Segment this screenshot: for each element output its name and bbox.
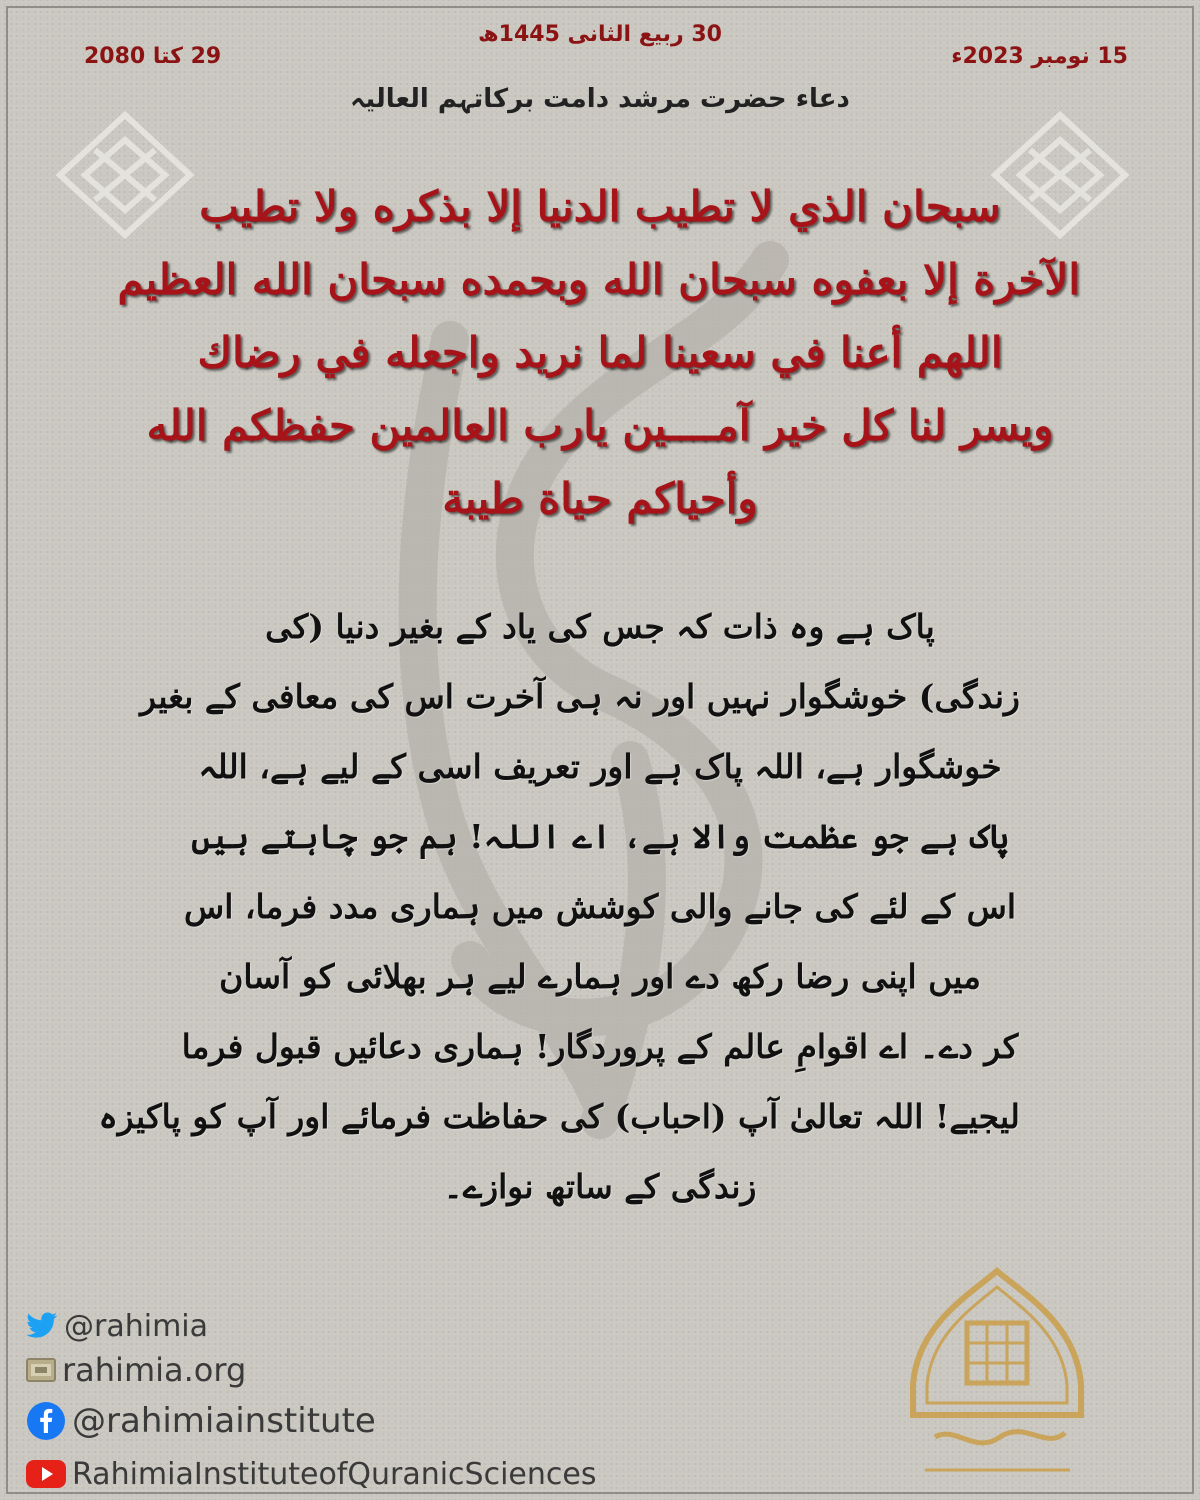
website-link[interactable] <box>26 1347 596 1393</box>
youtube-link[interactable] <box>26 1449 596 1499</box>
page-heading: دعاء حضرت مرشد دامت برکاتہم العالیہ <box>350 84 850 114</box>
gregorian-date: 15 نومبر 2023ء <box>951 44 1128 69</box>
arabic-dua-line: سبحان الذي لا تطيب الدنيا إلا بذكره ولا تطيب <box>199 182 1001 231</box>
reference-number: 29 کتا 2080 <box>84 44 222 69</box>
urdu-translation-line: کر دے۔ اے اقوامِ عالم کے پروردگار! ہماری دعائیں قبول فرما <box>181 1027 1019 1066</box>
twitter-icon <box>26 1312 58 1340</box>
arabic-dua-line: ويسر لنا كل خير آمــــين يارب العالمين حفظكم الله <box>146 401 1054 450</box>
arabic-dua-line: الآخرة إلا بعفوه سبحان الله وبحمده سبحان الله العظيم <box>117 255 1080 304</box>
facebook-link[interactable] <box>26 1393 596 1449</box>
arabic-dua-line: وأحياكم حياة طيبة <box>442 474 758 523</box>
urdu-translation <box>98 592 1020 1222</box>
facebook-handle: @rahimiainstitute <box>72 1401 376 1441</box>
urdu-translation-line: خوشگوار ہے، اللہ پاک ہے اور تعریف اسی کے لیے ہے، اللہ <box>198 747 1002 786</box>
twitter-handle: @rahimia <box>64 1308 209 1344</box>
rahimia-logo <box>905 1265 1090 1490</box>
youtube-icon <box>26 1460 66 1488</box>
arabic-dua <box>117 170 1080 535</box>
social-links <box>26 1305 596 1499</box>
urdu-translation-line: اس کے لئے کی جانے والی کوشش میں ہماری مدد فرما، اس <box>183 887 1017 926</box>
urdu-translation-line: پاک ہے وہ ذات کہ جس کی یاد کے بغیر دنیا (کی <box>265 607 935 646</box>
urdu-translation-line: لیجیے! اللہ تعالیٰ آپ (احباب) کی حفاظت فرمائے اور آپ کو پاکیزہ <box>98 1097 1020 1136</box>
website-url: rahimia.org <box>62 1351 247 1389</box>
youtube-channel: RahimiaInstituteofQuranicSciences <box>72 1456 597 1492</box>
web-icon <box>26 1357 56 1383</box>
arabic-dua-line: اللهم أعنا في سعينا لما نريد واجعله في رضاك <box>197 328 1003 377</box>
urdu-translation-line: میں اپنی رضا رکھ دے اور ہمارے لیے ہر بھلائی کو آسان <box>219 957 981 996</box>
twitter-link[interactable] <box>26 1305 596 1347</box>
facebook-icon <box>26 1401 66 1441</box>
urdu-translation-line: پاک ہے جو عظمت والا ہے، اے اللہ! ہم جو چاہتے ہیں <box>191 817 1009 856</box>
hijri-date: 30 ربیع الثانی 1445ھ <box>478 22 722 47</box>
urdu-translation-line: زندگی کے ساتھ نوازے۔ <box>443 1167 757 1206</box>
urdu-translation-line: زندگی) خوشگوار نہیں اور نہ ہی آخرت اس کی معافی کے بغیر <box>140 677 1020 716</box>
